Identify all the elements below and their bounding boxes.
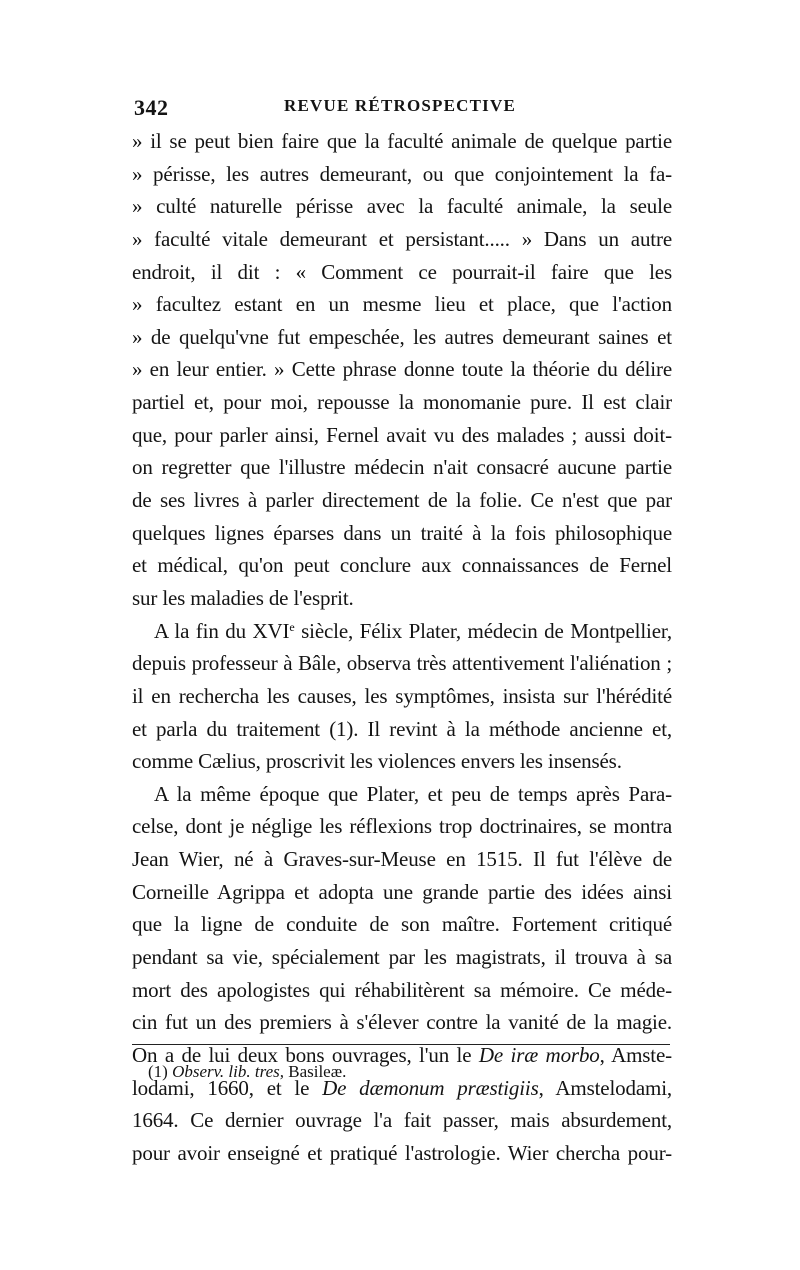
text-line: que la ligne de conduite de son maître. Fortement critiqué xyxy=(132,912,672,937)
line-text: On a de lui deux bons ouvrages, l'un le xyxy=(132,1042,479,1067)
text-line: quelques lignes éparses dans un traité à la fois philosophique xyxy=(132,520,672,545)
footnote-text: Basileæ. xyxy=(288,1062,347,1081)
text-line: mort des apologistes qui réhabilitèrent sa mémoire. Ce méde- xyxy=(132,977,672,1002)
running-title: REVUE RÉTROSPECTIVE xyxy=(283,96,517,115)
footnote-divider xyxy=(132,1044,670,1045)
text-line: » de quelqu'vne fut empeschée, les autres demeurant saines et xyxy=(132,324,672,349)
page-number: 342 xyxy=(134,95,169,120)
text-line: » il se peut bien faire que la faculté animale de quelque partie xyxy=(132,129,672,153)
text-line: pendant sa vie, spécialement par les magistrats, il trouva à sa xyxy=(132,945,672,970)
text-line: cin fut un des premiers à s'élever contre la vanité de la magie. xyxy=(132,1010,672,1035)
text-line: Jean Wier, né à Graves-sur-Meuse en 1515. Il fut l'élève de xyxy=(132,847,672,872)
body-text xyxy=(132,125,672,1170)
text-line: que, pour parler ainsi, Fernel avait vu des malades ; aussi doit- xyxy=(132,422,672,447)
text-line: » faculté vitale demeurant et persistant..... » Dans un autre xyxy=(132,226,672,251)
text-line: » culté naturelle périsse avec la faculté animale, la seule xyxy=(132,194,672,219)
paragraph-start-line xyxy=(132,615,672,648)
text-line: » facultez estant en un mesme lieu et place, que l'action xyxy=(132,292,672,317)
line-text: A la fin du xyxy=(154,618,253,643)
line-text: , Amste- xyxy=(599,1042,672,1067)
text-line: il en rechercha les causes, les symptômes, insista sur l'hérédité xyxy=(132,683,672,708)
text-line: celse, dont je néglige les réflexions trop doctrinaires, se montra xyxy=(132,814,672,839)
paragraph-end-line: comme Cælius, proscrivit les violences envers les insensés. xyxy=(132,749,622,774)
footnote-citation: Observ. lib. tres, xyxy=(172,1062,284,1081)
text-line: endroit, il dit : « Comment ce pourrait-il faire que les xyxy=(132,259,672,284)
footnote xyxy=(148,1062,346,1082)
paragraph-start-line: A la même époque que Plater, et peu de temps après Para- xyxy=(154,781,672,806)
text-line: pour avoir enseigné et pratiqué l'astrologie. Wier chercha pour- xyxy=(132,1140,672,1165)
line-text: lodami, 1660, et le xyxy=(132,1075,323,1100)
superscript: e xyxy=(289,619,295,634)
text-line: Corneille Agrippa et adopta une grande partie des idées ainsi xyxy=(132,879,672,904)
text-line: on regretter que l'illustre médecin n'ait consacré aucune partie xyxy=(132,455,672,480)
text-line: depuis professeur à Bâle, observa très attentivement l'aliénation ; xyxy=(132,651,672,676)
book-title: De iræ morbo xyxy=(478,1042,600,1067)
text-line: » en leur entier. » Cette phrase donne toute la théorie du délire xyxy=(132,357,672,382)
text-line: et médical, qu'on peut conclure aux connaissances de Fernel xyxy=(132,553,672,578)
text-line: de ses livres à parler directement de la folie. Ce n'est que par xyxy=(132,488,672,513)
text-line: » périsse, les autres demeurant, ou que conjointement la fa- xyxy=(132,161,672,186)
line-text: siècle, Félix Plater, médecin de Montpellier, xyxy=(294,618,672,643)
footnote-marker: (1) xyxy=(148,1062,168,1081)
book-title: De dæmonum præstigiis xyxy=(322,1075,539,1100)
text-line: 1664. Ce dernier ouvrage l'a fait passer, mais absurdement, xyxy=(132,1108,672,1133)
text-line: partiel et, pour moi, repousse la monomanie pure. Il est clair xyxy=(132,390,672,415)
text-line: et parla du traitement (1). Il revint à la méthode ancienne et, xyxy=(132,716,672,741)
century-numeral: XVI xyxy=(252,618,290,643)
paragraph-end-line: sur les maladies de l'esprit. xyxy=(132,585,354,610)
line-text: , Amstelodami, xyxy=(538,1075,672,1100)
